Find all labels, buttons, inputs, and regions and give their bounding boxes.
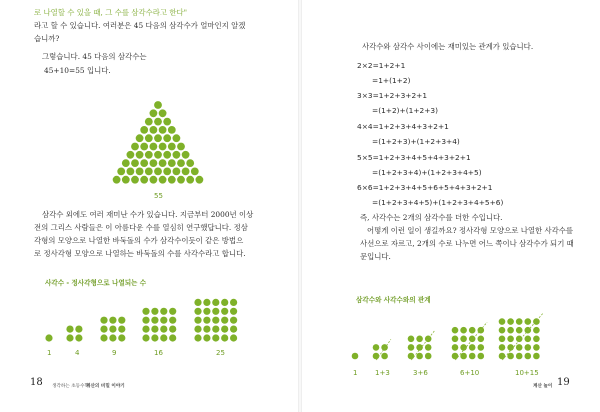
square-label: 1 <box>47 349 52 357</box>
square-stone-dot <box>75 334 82 341</box>
equation-line: 45+10=55 입니다. <box>44 66 111 75</box>
paragraph-line: 로 정사각형 모양으로 나열하는 바둑돌의 수를 사각수라고 합니다. <box>34 249 246 258</box>
square-stone-dot <box>194 317 201 324</box>
square-stone-dot <box>212 299 219 306</box>
relation-stone-dot <box>516 318 523 325</box>
square-stone-dot <box>118 334 125 341</box>
equation: 5×5=1+2+3+4+5+4+3+2+1 <box>357 153 471 162</box>
paragraph-line: 사선으로 자르고, 2개의 수로 나누면 어느 쪽이나 삼각수가 되기 때 <box>360 239 574 248</box>
relation-stone-dot <box>425 344 432 351</box>
relation-stone-dot <box>408 336 415 343</box>
square-stone-dot <box>221 317 228 324</box>
relation-stone-dot <box>478 336 485 343</box>
square-stone-dot <box>151 308 158 315</box>
square-stone-dot <box>151 317 158 324</box>
equation: =1+(1+2) <box>372 76 411 85</box>
relation-stone-dot <box>352 353 359 360</box>
relation-stone-dot <box>499 353 506 360</box>
relation-stone-dot <box>408 353 415 360</box>
square-stone-dot <box>203 299 210 306</box>
footer-chapter: 계산 놀이 <box>533 384 553 389</box>
relation-stone-dot <box>525 353 532 360</box>
relation-stone-dot <box>460 353 467 360</box>
square-stone-dot <box>230 299 237 306</box>
square-stone-dot <box>203 334 210 341</box>
square-stone-dot <box>109 326 116 333</box>
square-stone-dot <box>151 334 158 341</box>
relation-label: 10+15 <box>515 369 539 377</box>
square-stone-dot <box>230 334 237 341</box>
relation-stone-dot <box>469 327 476 334</box>
square-stone-dot <box>194 326 201 333</box>
paragraph-line: 즉, 사각수는 2개의 삼각수를 더한 수입니다. <box>360 213 503 222</box>
paragraph-line: 문입니다. <box>360 252 391 261</box>
relation-stone-dot <box>373 344 380 351</box>
square-stone-dot <box>66 326 73 333</box>
relation-stone-dot <box>452 353 459 360</box>
square-stone-dot <box>203 326 210 333</box>
square-stone-dot <box>230 317 237 324</box>
relation-stone-dot <box>469 353 476 360</box>
square-stone-dot <box>118 326 125 333</box>
paragraph-line: 삼각수 외에도 여러 재미난 수가 있습니다. 지금부터 2000년 이상 <box>42 210 254 219</box>
relation-stone-dot <box>516 327 523 334</box>
square-triangle-relation-figure <box>302 0 600 412</box>
relation-stone-dot <box>452 336 459 343</box>
relation-stone-dot <box>533 327 540 334</box>
square-stone-dot <box>100 317 107 324</box>
relation-stone-dot <box>507 318 514 325</box>
equation: =(1+2+3+4+5)+(1+2+3+4+5+6) <box>372 198 504 207</box>
relation-stone-dot <box>525 344 532 351</box>
relation-stone-dot <box>469 344 476 351</box>
square-stone-dot <box>45 334 52 341</box>
relation-label: 1 <box>353 369 358 377</box>
square-label: 4 <box>75 349 80 357</box>
square-stone-dot <box>221 308 228 315</box>
square-stone-dot <box>142 308 149 315</box>
equation: =(1+2+3+4)+(1+2+3+4+5) <box>372 168 482 177</box>
square-number-figure <box>0 0 298 412</box>
square-stone-dot <box>100 334 107 341</box>
square-stone-dot <box>169 317 176 324</box>
square-stone-dot <box>212 334 219 341</box>
square-stone-dot <box>230 326 237 333</box>
section-title: 삼각수와 사각수와의 관계 <box>356 296 431 304</box>
square-stone-dot <box>142 326 149 333</box>
relation-stone-dot <box>416 336 423 343</box>
relation-stone-dot <box>452 344 459 351</box>
triangle-count-label: 55 <box>154 192 163 200</box>
paragraph-line: 어떻게 이런 일이 생길까요? 정사각형 모양으로 나열한 사각수를 <box>367 226 574 235</box>
equation: 3×3=1+2+3+2+1 <box>357 91 428 100</box>
relation-stone-dot <box>460 336 467 343</box>
square-label: 9 <box>112 349 117 357</box>
equation: 2×2=1+2+1 <box>357 61 406 70</box>
square-stone-dot <box>118 317 125 324</box>
square-stone-dot <box>160 326 167 333</box>
square-stone-dot <box>169 326 176 333</box>
relation-stone-dot <box>507 344 514 351</box>
relation-stone-dot <box>425 336 432 343</box>
square-stone-dot <box>151 326 158 333</box>
footer-book-title: 계산의 비밀 이야기 <box>86 384 125 389</box>
relation-stone-dot <box>452 327 459 334</box>
relation-stone-dot <box>507 327 514 334</box>
top-quote: 로 나열할 수 있을 때, 그 수를 삼각수라고 한다" <box>34 8 188 17</box>
square-stone-dot <box>221 334 228 341</box>
relation-stone-dot <box>525 318 532 325</box>
relation-stone-dot <box>499 344 506 351</box>
relation-stone-dot <box>533 344 540 351</box>
square-stone-dot <box>169 308 176 315</box>
relation-stone-dot <box>533 336 540 343</box>
square-stone-dot <box>212 317 219 324</box>
relation-stone-dot <box>507 336 514 343</box>
square-stone-dot <box>221 326 228 333</box>
square-stone-dot <box>160 334 167 341</box>
left-page <box>0 0 298 412</box>
relation-stone-dot <box>373 353 380 360</box>
relation-label: 3+6 <box>413 369 428 377</box>
paragraph-line: 습니까? <box>34 34 60 43</box>
relation-stone-dot <box>533 353 540 360</box>
square-stone-dot <box>221 299 228 306</box>
relation-stone-dot <box>425 353 432 360</box>
square-stone-dot <box>203 308 210 315</box>
square-stone-dot <box>75 326 82 333</box>
square-stone-dot <box>194 308 201 315</box>
square-label: 16 <box>154 349 163 357</box>
relation-stone-dot <box>478 344 485 351</box>
square-stone-dot <box>230 308 237 315</box>
relation-stone-dot <box>408 344 415 351</box>
square-stone-dot <box>212 326 219 333</box>
relation-stone-dot <box>416 344 423 351</box>
relation-stone-dot <box>416 353 423 360</box>
square-stone-dot <box>109 334 116 341</box>
footer-series: 생각하는 초등수학 <box>52 384 89 389</box>
relation-stone-dot <box>478 353 485 360</box>
square-stone-dot <box>142 334 149 341</box>
square-stone-dot <box>66 334 73 341</box>
section-title: 사각수 - 정사각형으로 나열되는 수 <box>45 279 147 287</box>
relation-stone-dot <box>499 318 506 325</box>
square-stone-dot <box>169 334 176 341</box>
equation: =(1+2)+(1+2+3) <box>372 106 439 115</box>
intro-line: 사각수와 삼각수 사이에는 재미있는 관계가 있습니다. <box>362 42 534 51</box>
square-stone-dot <box>212 308 219 315</box>
square-stone-dot <box>109 317 116 324</box>
equation: 4×4=1+2+3+4+3+2+1 <box>357 122 449 131</box>
page-number: 19 <box>557 377 570 388</box>
right-page <box>302 0 600 412</box>
relation-stone-dot <box>516 353 523 360</box>
relation-stone-dot <box>533 318 540 325</box>
page-number: 18 <box>30 377 43 388</box>
square-label: 25 <box>216 349 225 357</box>
relation-stone-dot <box>516 344 523 351</box>
equation: =(1+2+3)+(1+2+3+4) <box>372 137 460 146</box>
relation-stone-dot <box>469 336 476 343</box>
square-stone-dot <box>160 317 167 324</box>
square-stone-dot <box>194 334 201 341</box>
relation-stone-dot <box>460 327 467 334</box>
paragraph-line: 각형의 모양으로 나열한 바둑돌의 수가 삼각수이듯이 같은 방법으 <box>34 236 244 245</box>
relation-label: 6+10 <box>460 369 480 377</box>
relation-stone-dot <box>499 327 506 334</box>
square-stone-dot <box>160 308 167 315</box>
relation-stone-dot <box>525 336 532 343</box>
paragraph-line: 그렇습니다. 45 다음의 삼각수는 <box>42 52 147 61</box>
square-stone-dot <box>194 299 201 306</box>
relation-stone-dot <box>381 353 388 360</box>
square-stone-dot <box>100 326 107 333</box>
relation-stone-dot <box>460 344 467 351</box>
square-stone-dot <box>142 317 149 324</box>
paragraph-line: 라고 할 수 있습니다. 여러분은 45 다음의 삼각수가 얼마인지 알겠 <box>34 21 246 30</box>
relation-stone-dot <box>499 336 506 343</box>
paragraph-line: 전의 그리스 사람들은 이 아름다운 수를 열심히 연구했답니다. 정삼 <box>34 223 248 232</box>
relation-label: 1+3 <box>375 369 390 377</box>
square-stone-dot <box>203 317 210 324</box>
equation: 6×6=1+2+3+4+5+6+5+4+3+2+1 <box>357 183 493 192</box>
